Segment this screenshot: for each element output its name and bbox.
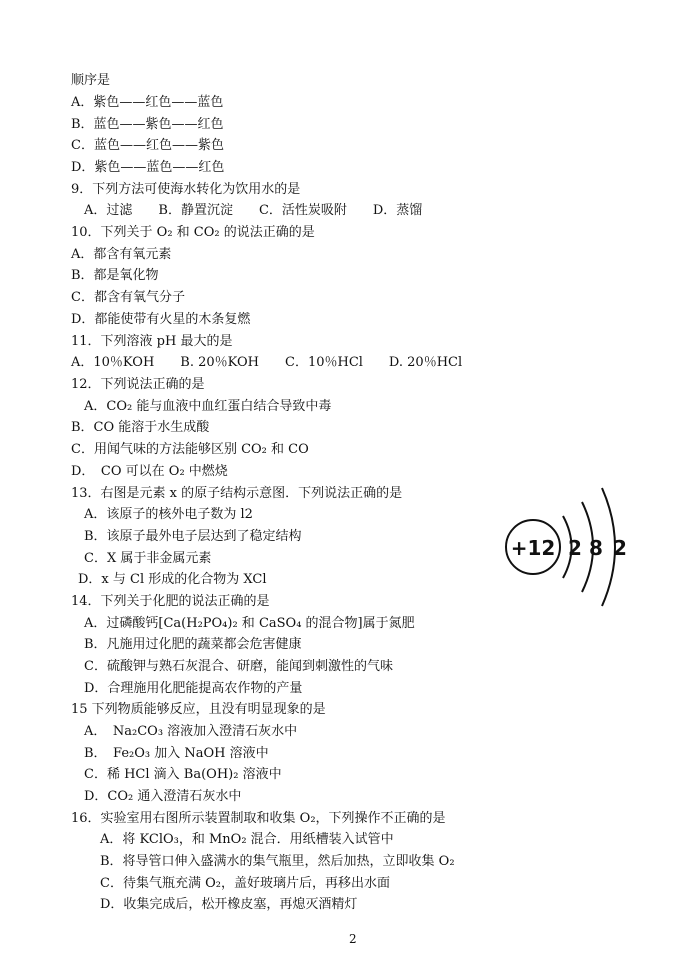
option-line: B．都是氧化物 bbox=[71, 268, 159, 283]
option-line: D．x 与 Cl 形成的化合物为 XCl bbox=[78, 572, 267, 587]
option-line: C．X 属于非金属元素 bbox=[84, 551, 212, 566]
page-number: 2 bbox=[349, 932, 357, 946]
question-16: 16．实验室用右图所示装置制取和收集 O₂，下列操作不正确的是 bbox=[71, 811, 446, 826]
option-line: A．该原子的核外电子数为 l2 bbox=[84, 507, 253, 522]
shell-2-electrons: 8 bbox=[589, 536, 603, 560]
shell-3-electrons: 2 bbox=[613, 536, 627, 560]
option-line: D．都能使带有火星的木条复燃 bbox=[71, 312, 251, 327]
question-10: 10．下列关于 O₂ 和 CO₂ 的说法正确的是 bbox=[71, 225, 315, 240]
option-line: A．CO₂ 能与血液中血红蛋白结合导致中毒 bbox=[84, 399, 332, 414]
option-line: A．过磷酸钙[Ca(H₂PO₄)₂ 和 CaSO₄ 的混合物]属于氮肥 bbox=[84, 616, 415, 631]
shell-1-electrons: 2 bbox=[568, 536, 582, 560]
text-line: 顺序是 bbox=[71, 73, 111, 88]
option-line: A．紫色——红色——蓝色 bbox=[71, 95, 224, 110]
option-line: A．过滤 B．静置沉淀 C．活性炭吸附 D．蒸馏 bbox=[84, 203, 423, 218]
option-line: D．收集完成后，松开橡皮塞，再熄灭酒精灯 bbox=[100, 897, 358, 912]
option-line: C．都含有氧气分子 bbox=[71, 290, 185, 305]
question-12: 12．下列说法正确的是 bbox=[71, 377, 205, 392]
option-line: B．该原子最外电子层达到了稳定结构 bbox=[84, 529, 302, 544]
option-line: C．待集气瓶充满 O₂，盖好玻璃片后，再移出水面 bbox=[100, 876, 390, 891]
option-line: D．CO₂ 通入澄清石灰水中 bbox=[84, 789, 242, 804]
question-13: 13．右图是元素 x 的原子结构示意图．下列说法正确的是 bbox=[71, 486, 403, 501]
option-line: B．凡施用过化肥的蔬菜都会危害健康 bbox=[84, 637, 302, 652]
option-line: B．蓝色——紫色——红色 bbox=[71, 117, 224, 132]
option-line: B．CO 能溶于水生成酸 bbox=[71, 420, 210, 435]
option-line: D．紫色——蓝色——红色 bbox=[71, 160, 225, 175]
option-line: A．都含有氧元素 bbox=[71, 247, 172, 262]
question-15: 15 下列物质能够反应，且没有明显现象的是 bbox=[71, 702, 326, 717]
question-14: 14．下列关于化肥的说法正确的是 bbox=[71, 594, 270, 609]
option-line: C．用闻气味的方法能够区别 CO₂ 和 CO bbox=[71, 442, 309, 457]
option-line: A．将 KClO₃，和 MnO₂ 混合．用纸槽装入试管中 bbox=[100, 832, 394, 847]
option-line: D．合理施用化肥能提高农作物的产量 bbox=[84, 681, 303, 696]
option-line: B． Fe₂O₃ 加入 NaOH 溶液中 bbox=[84, 746, 269, 761]
question-11: 11．下列溶液 pH 最大的是 bbox=[71, 334, 233, 349]
question-9: 9．下列方法可使海水转化为饮用水的是 bbox=[71, 182, 301, 197]
option-line: A． Na₂CO₃ 溶液加入澄清石灰水中 bbox=[84, 724, 298, 739]
nucleus-charge: +12 bbox=[510, 536, 556, 560]
option-line: C．稀 HCl 滴入 Ba(OH)₂ 溶液中 bbox=[84, 767, 282, 782]
atomic-structure-diagram bbox=[500, 480, 640, 620]
option-line: C．硫酸钾与熟石灰混合、研磨，能闻到刺激性的气味 bbox=[84, 659, 393, 674]
option-line: A．10％KOH B. 20％KOH C．10％HCl D. 20％HCl bbox=[71, 355, 463, 370]
option-line: C．蓝色——红色——紫色 bbox=[71, 138, 224, 153]
option-line: B．将导管口伸入盛满水的集气瓶里，然后加热，立即收集 O₂ bbox=[100, 854, 455, 869]
option-line: D． CO 可以在 O₂ 中燃烧 bbox=[71, 464, 228, 479]
